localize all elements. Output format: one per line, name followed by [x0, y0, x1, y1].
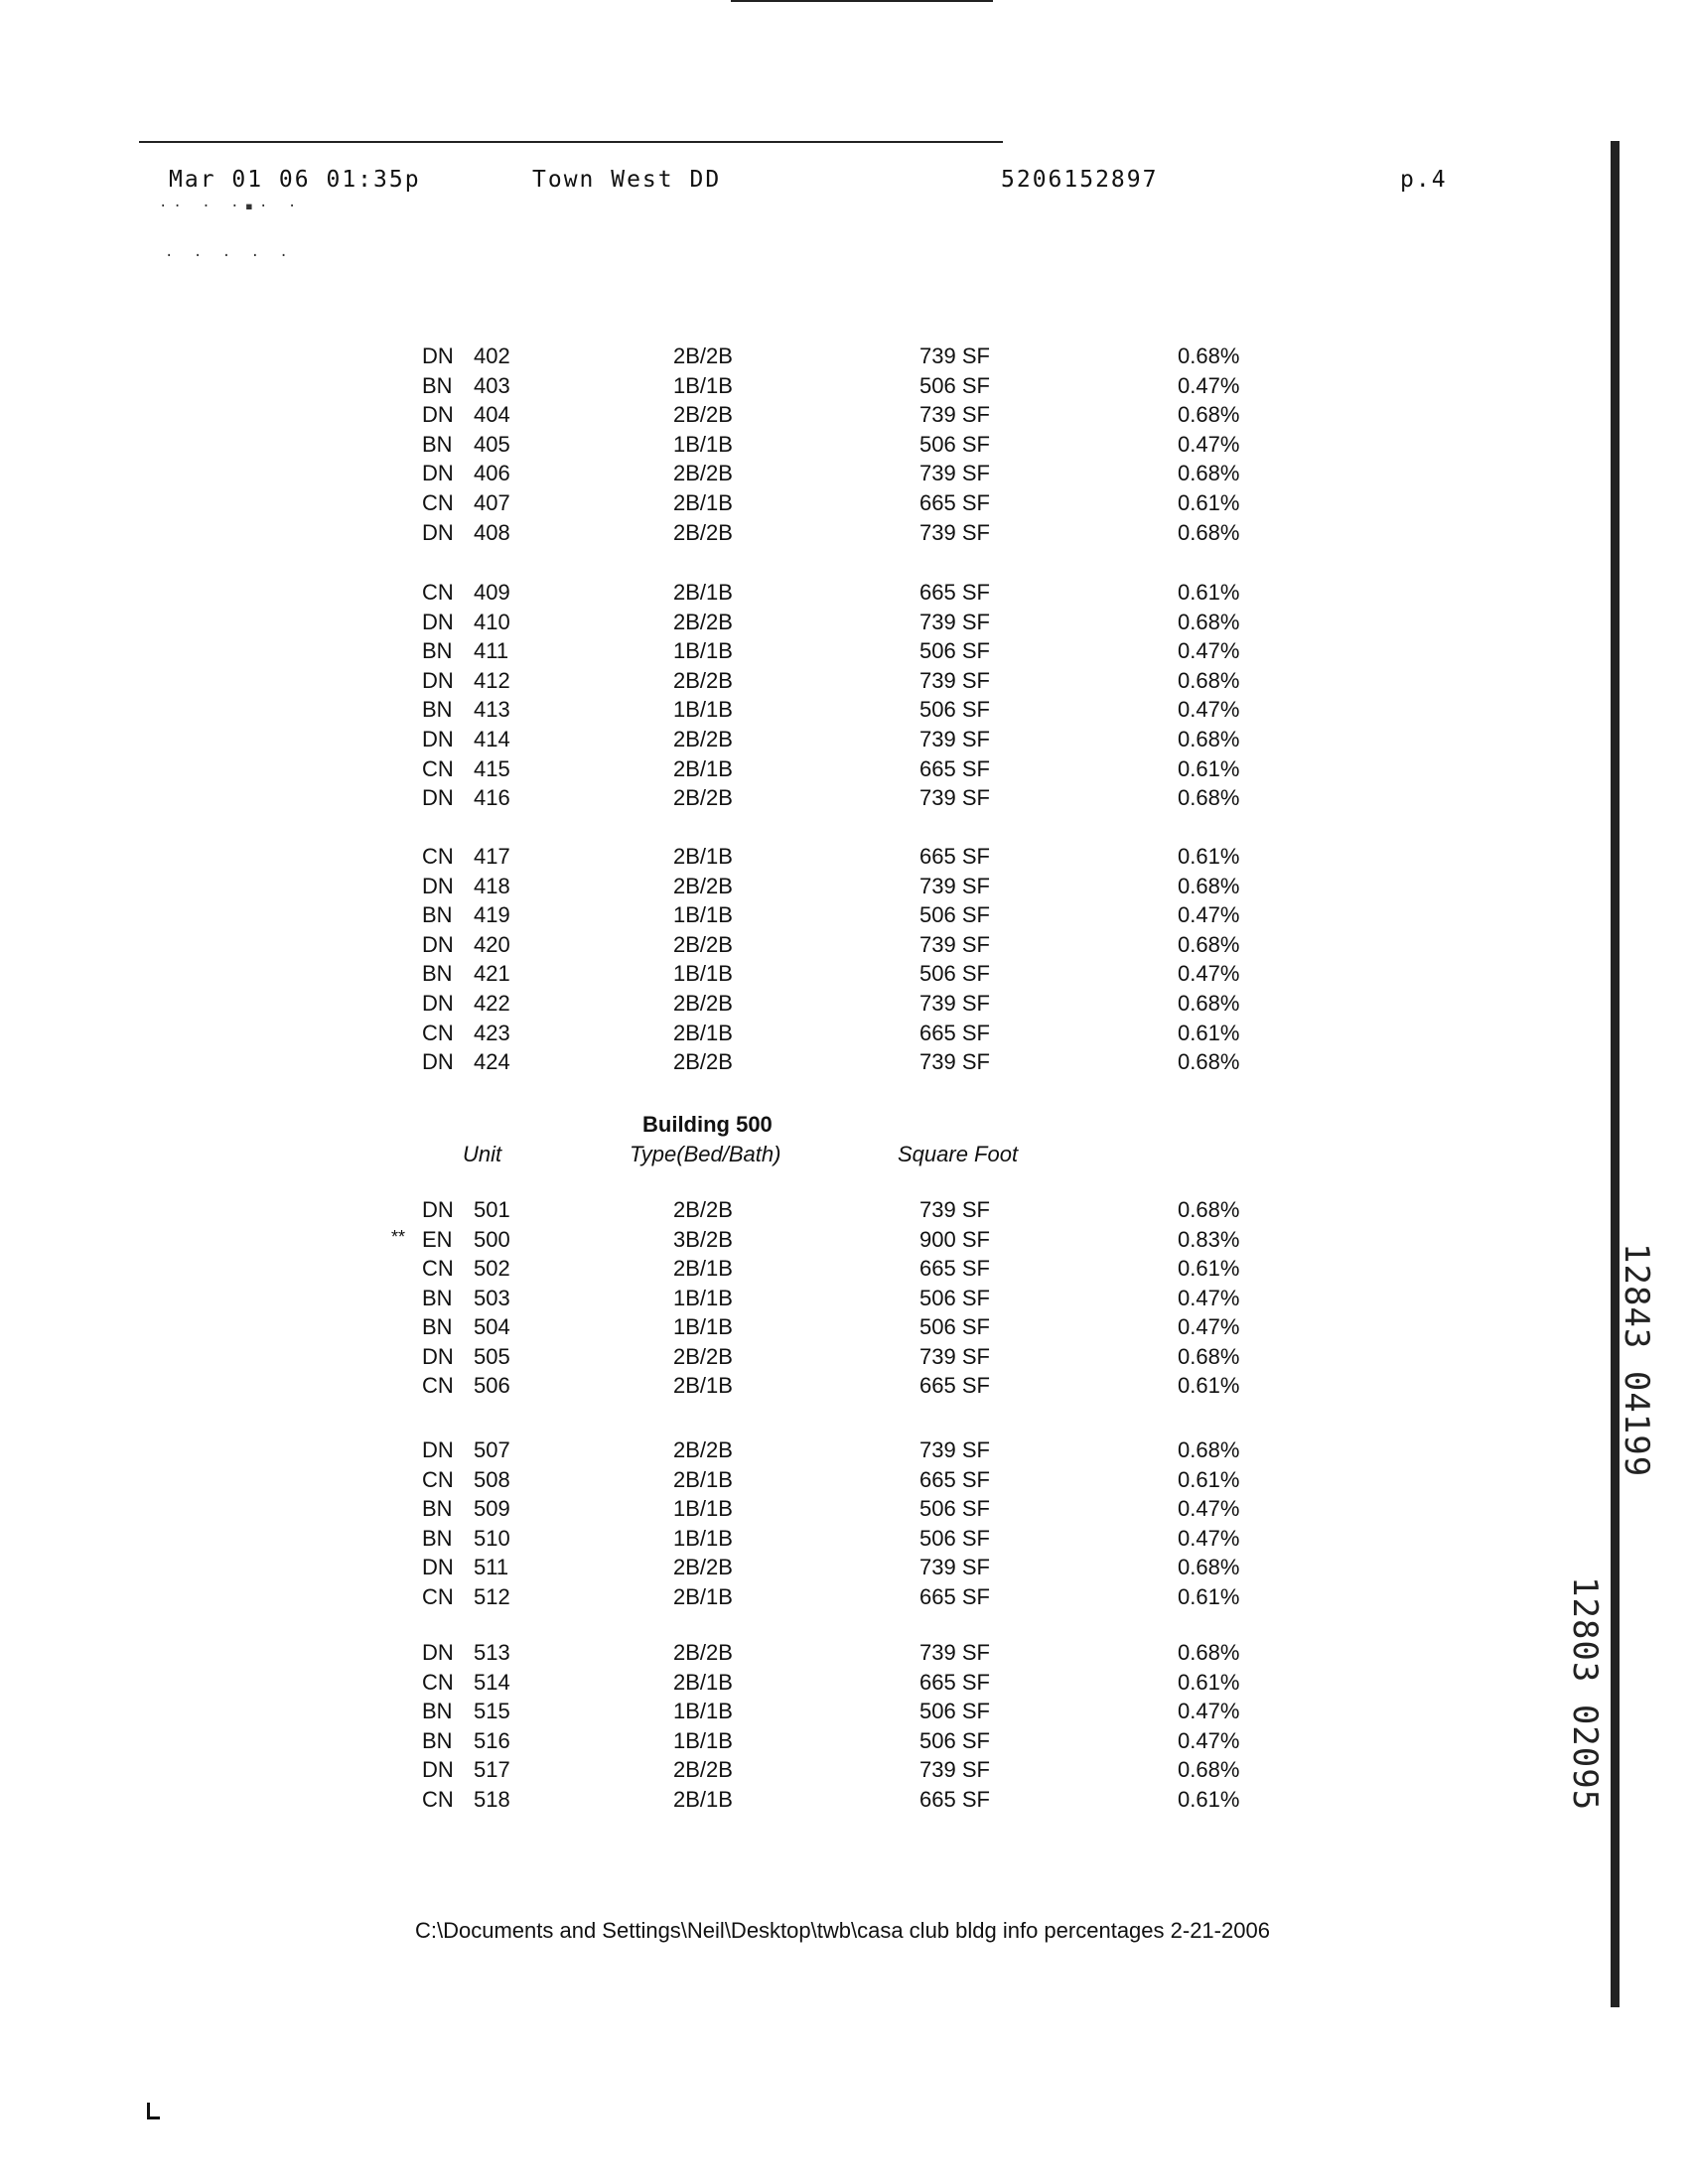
unit-prefix: BN — [422, 1525, 453, 1551]
unit-square-feet: 739 SF — [919, 402, 990, 428]
unit-type: 2B/1B — [673, 1786, 733, 1812]
footer-file-path: C:\Documents and Settings\Neil\Desktop\twb\casa club bldg info percentages 2-21-2006 — [415, 1918, 1270, 1943]
unit-type: 1B/1B — [673, 1525, 733, 1551]
unit-type: 2B/2B — [673, 1049, 733, 1075]
unit-prefix: BN — [422, 1314, 453, 1339]
unit-number: 515 — [474, 1699, 510, 1723]
unit-percentage: 0.47% — [1178, 638, 1240, 664]
unit-type: 3B/2B — [673, 1226, 733, 1252]
unit-number: 419 — [474, 902, 510, 928]
unit-number: 424 — [474, 1049, 510, 1075]
unit-prefix: DN — [422, 1640, 454, 1665]
table-row — [0, 1437, 1692, 1467]
unit-prefix: DN — [422, 1437, 454, 1462]
unit-number: 508 — [474, 1466, 510, 1492]
unit-prefix: DN — [422, 609, 454, 634]
unit-percentage: 0.68% — [1178, 1640, 1240, 1665]
unit-square-feet: 739 SF — [919, 727, 990, 751]
unit-prefix: BN — [422, 1496, 453, 1521]
unit-type: 1B/1B — [673, 372, 733, 398]
unit-number: 415 — [474, 755, 510, 781]
unit-type: 2B/1B — [673, 1583, 733, 1609]
unit-type: 2B/1B — [673, 490, 733, 515]
unit-number: 500 — [474, 1226, 510, 1252]
unit-square-feet: 506 SF — [919, 1525, 990, 1551]
unit-number: 514 — [474, 1669, 510, 1695]
unit-number: 518 — [474, 1786, 510, 1812]
unit-type: 1B/1B — [673, 902, 733, 928]
unit-percentage: 0.61% — [1178, 1786, 1240, 1812]
unit-number: 422 — [474, 991, 510, 1016]
column-header-sqft: Square Foot — [898, 1142, 1019, 1166]
unit-percentage: 0.61% — [1178, 1256, 1240, 1281]
unit-percentage: 0.68% — [1178, 1437, 1240, 1462]
fax-datetime: Mar 01 06 01:35p — [169, 167, 421, 193]
unit-square-feet: 506 SF — [919, 638, 990, 664]
unit-square-feet: 739 SF — [919, 609, 990, 634]
unit-prefix: DN — [422, 931, 454, 957]
unit-type: 1B/1B — [673, 961, 733, 987]
unit-prefix: DN — [422, 873, 454, 898]
unit-percentage: 0.61% — [1178, 1669, 1240, 1695]
unit-percentage: 0.68% — [1178, 1343, 1240, 1369]
table-row — [0, 697, 1692, 727]
fax-page-number: p.4 — [1400, 167, 1448, 193]
unit-percentage: 0.61% — [1178, 1373, 1240, 1398]
unit-square-feet: 665 SF — [919, 755, 990, 781]
table-row — [0, 1555, 1692, 1584]
unit-percentage: 0.68% — [1178, 609, 1240, 634]
unit-type: 2B/2B — [673, 1343, 733, 1369]
table-row — [0, 1227, 1692, 1257]
unit-percentage: 0.68% — [1178, 519, 1240, 545]
unit-prefix: BN — [422, 1727, 453, 1753]
unit-type: 2B/2B — [673, 1555, 733, 1579]
unit-square-feet: 665 SF — [919, 1466, 990, 1492]
unit-type: 2B/1B — [673, 580, 733, 605]
unit-number: 506 — [474, 1373, 510, 1398]
unit-number: 411 — [474, 638, 509, 664]
unit-prefix: DN — [422, 667, 454, 693]
unit-square-feet: 506 SF — [919, 1727, 990, 1753]
unit-number: 402 — [474, 343, 510, 368]
unit-number: 423 — [474, 1020, 510, 1045]
table-row — [0, 932, 1692, 962]
unit-number: 505 — [474, 1343, 510, 1369]
unit-prefix: CN — [422, 844, 454, 869]
unit-type: 2B/2B — [673, 343, 733, 368]
unit-type: 2B/2B — [673, 402, 733, 428]
bates-stamp-lower: 12803 02095 — [1565, 1576, 1605, 1812]
unit-prefix: BN — [422, 431, 453, 457]
unit-number: 412 — [474, 667, 510, 693]
table-row — [0, 343, 1692, 373]
unit-type: 1B/1B — [673, 1699, 733, 1723]
unit-type: 2B/2B — [673, 931, 733, 957]
unit-square-feet: 506 SF — [919, 1699, 990, 1723]
unit-square-feet: 665 SF — [919, 1256, 990, 1281]
unit-prefix: BN — [422, 697, 453, 723]
unit-type: 1B/1B — [673, 1727, 733, 1753]
table-row — [0, 1314, 1692, 1344]
unit-prefix: BN — [422, 1285, 453, 1310]
table-row — [0, 1670, 1692, 1700]
unit-square-feet: 665 SF — [919, 844, 990, 869]
unit-type: 1B/1B — [673, 1285, 733, 1310]
fax-phone: 5206152897 — [1001, 167, 1159, 193]
table-row — [0, 580, 1692, 610]
row-marker: ** — [391, 1226, 406, 1247]
table-row — [0, 520, 1692, 550]
unit-number: 501 — [474, 1197, 510, 1222]
unit-percentage: 0.68% — [1178, 991, 1240, 1016]
table-row — [0, 844, 1692, 874]
table-row — [0, 961, 1692, 991]
fax-sender: Town West DD — [532, 167, 722, 193]
unit-square-feet: 739 SF — [919, 343, 990, 368]
table-row — [0, 490, 1692, 520]
unit-type: 2B/1B — [673, 1373, 733, 1398]
unit-percentage: 0.68% — [1178, 343, 1240, 368]
unit-number: 421 — [474, 961, 510, 987]
unit-square-feet: 739 SF — [919, 1555, 990, 1579]
column-header-type: Type(Bed/Bath) — [630, 1142, 781, 1166]
unit-square-feet: 739 SF — [919, 667, 990, 693]
table-row — [0, 1787, 1692, 1817]
unit-type: 2B/1B — [673, 1466, 733, 1492]
unit-type: 2B/2B — [673, 609, 733, 634]
unit-prefix: DN — [422, 1343, 454, 1369]
unit-number: 502 — [474, 1256, 510, 1281]
table-row — [0, 1256, 1692, 1286]
unit-percentage: 0.47% — [1178, 1496, 1240, 1521]
unit-square-feet: 506 SF — [919, 1285, 990, 1310]
unit-prefix: CN — [422, 1256, 454, 1281]
unit-prefix: CN — [422, 580, 454, 605]
unit-prefix: DN — [422, 785, 454, 811]
unit-type: 1B/1B — [673, 697, 733, 723]
unit-prefix: DN — [422, 343, 454, 368]
unit-type: 2B/1B — [673, 1669, 733, 1695]
unit-number: 510 — [474, 1525, 510, 1551]
table-row — [0, 461, 1692, 490]
table-row — [0, 902, 1692, 932]
unit-type: 1B/1B — [673, 638, 733, 664]
unit-type: 2B/1B — [673, 1020, 733, 1045]
unit-square-feet: 739 SF — [919, 1437, 990, 1462]
unit-number: 413 — [474, 697, 510, 723]
unit-square-feet: 665 SF — [919, 1786, 990, 1812]
unit-percentage: 0.61% — [1178, 1466, 1240, 1492]
table-row — [0, 610, 1692, 639]
unit-type: 2B/2B — [673, 1197, 733, 1222]
scan-noise: ·· · ·▪· · — [159, 199, 303, 214]
unit-square-feet: 665 SF — [919, 1669, 990, 1695]
unit-number: 409 — [474, 580, 510, 605]
unit-square-feet: 506 SF — [919, 1314, 990, 1339]
unit-square-feet: 739 SF — [919, 1197, 990, 1222]
unit-number: 511 — [474, 1555, 509, 1579]
unit-type: 2B/2B — [673, 873, 733, 898]
unit-percentage: 0.61% — [1178, 1583, 1240, 1609]
unit-prefix: CN — [422, 755, 454, 781]
unit-percentage: 0.47% — [1178, 372, 1240, 398]
table-row — [0, 638, 1692, 668]
unit-type: 2B/1B — [673, 1256, 733, 1281]
unit-square-feet: 739 SF — [919, 931, 990, 957]
unit-type: 2B/2B — [673, 519, 733, 545]
unit-prefix: DN — [422, 1197, 454, 1222]
table-row — [0, 785, 1692, 815]
unit-type: 1B/1B — [673, 1314, 733, 1339]
unit-prefix: CN — [422, 1583, 454, 1609]
unit-number: 420 — [474, 931, 510, 957]
unit-square-feet: 506 SF — [919, 697, 990, 723]
unit-square-feet: 665 SF — [919, 1373, 990, 1398]
unit-prefix: DN — [422, 991, 454, 1016]
table-row — [0, 1757, 1692, 1787]
unit-number: 403 — [474, 372, 510, 398]
unit-prefix: BN — [422, 638, 453, 664]
unit-square-feet: 739 SF — [919, 873, 990, 898]
scan-noise: · · · · · — [165, 248, 294, 264]
unit-number: 418 — [474, 873, 510, 898]
unit-type: 2B/2B — [673, 461, 733, 486]
unit-percentage: 0.47% — [1178, 1525, 1240, 1551]
unit-prefix: CN — [422, 1786, 454, 1812]
unit-prefix: CN — [422, 1020, 454, 1045]
unit-square-feet: 739 SF — [919, 785, 990, 811]
table-row — [0, 668, 1692, 698]
unit-number: 416 — [474, 785, 510, 811]
unit-square-feet: 506 SF — [919, 902, 990, 928]
table-row — [0, 1049, 1692, 1079]
unit-prefix: BN — [422, 902, 453, 928]
unit-square-feet: 739 SF — [919, 1640, 990, 1665]
unit-prefix: CN — [422, 1373, 454, 1398]
table-row — [0, 756, 1692, 786]
unit-prefix: DN — [422, 1757, 454, 1782]
unit-type: 1B/1B — [673, 431, 733, 457]
unit-percentage: 0.61% — [1178, 580, 1240, 605]
unit-prefix: CN — [422, 490, 454, 515]
unit-percentage: 0.47% — [1178, 1699, 1240, 1723]
unit-percentage: 0.61% — [1178, 490, 1240, 515]
top-edge-line — [731, 0, 993, 2]
unit-square-feet: 665 SF — [919, 1020, 990, 1045]
unit-number: 406 — [474, 461, 510, 486]
unit-percentage: 0.61% — [1178, 1020, 1240, 1045]
unit-square-feet: 506 SF — [919, 372, 990, 398]
unit-prefix: CN — [422, 1669, 454, 1695]
table-row — [0, 1699, 1692, 1728]
unit-type: 2B/2B — [673, 1757, 733, 1782]
unit-prefix: CN — [422, 1466, 454, 1492]
unit-type: 2B/2B — [673, 727, 733, 751]
unit-prefix: BN — [422, 372, 453, 398]
unit-square-feet: 739 SF — [919, 1343, 990, 1369]
unit-percentage: 0.47% — [1178, 1314, 1240, 1339]
unit-number: 417 — [474, 844, 510, 869]
unit-percentage: 0.47% — [1178, 1727, 1240, 1753]
unit-type: 2B/2B — [673, 667, 733, 693]
unit-prefix: BN — [422, 1699, 453, 1723]
unit-square-feet: 739 SF — [919, 991, 990, 1016]
unit-percentage: 0.68% — [1178, 785, 1240, 811]
unit-percentage: 0.61% — [1178, 844, 1240, 869]
unit-percentage: 0.68% — [1178, 1757, 1240, 1782]
unit-percentage: 0.47% — [1178, 431, 1240, 457]
table-row — [0, 402, 1692, 432]
table-row — [0, 1373, 1692, 1403]
corner-mark — [147, 2103, 160, 2119]
unit-number: 405 — [474, 431, 510, 457]
unit-percentage: 0.68% — [1178, 1197, 1240, 1222]
unit-prefix: DN — [422, 519, 454, 545]
unit-percentage: 0.68% — [1178, 931, 1240, 957]
unit-percentage: 0.47% — [1178, 1285, 1240, 1310]
unit-type: 2B/1B — [673, 844, 733, 869]
unit-percentage: 0.47% — [1178, 697, 1240, 723]
table-row — [0, 1526, 1692, 1556]
unit-number: 516 — [474, 1727, 510, 1753]
bates-stamp-upper: 12843 04199 — [1617, 1243, 1656, 1478]
unit-square-feet: 665 SF — [919, 490, 990, 515]
table-row — [0, 727, 1692, 756]
table-row — [0, 1344, 1692, 1374]
unit-number: 407 — [474, 490, 510, 515]
unit-square-feet: 665 SF — [919, 580, 990, 605]
table-row — [0, 874, 1692, 903]
unit-percentage: 0.68% — [1178, 461, 1240, 486]
table-row — [0, 1021, 1692, 1050]
unit-number: 414 — [474, 727, 510, 751]
unit-percentage: 0.68% — [1178, 727, 1240, 751]
unit-percentage: 0.68% — [1178, 1049, 1240, 1075]
unit-type: 2B/2B — [673, 991, 733, 1016]
column-header-unit: Unit — [463, 1142, 502, 1166]
unit-square-feet: 506 SF — [919, 961, 990, 987]
table-row — [0, 373, 1692, 403]
unit-number: 507 — [474, 1437, 510, 1462]
table-row — [0, 1584, 1692, 1614]
unit-square-feet: 506 SF — [919, 1496, 990, 1521]
unit-percentage: 0.68% — [1178, 402, 1240, 428]
unit-percentage: 0.68% — [1178, 667, 1240, 693]
table-row — [0, 1286, 1692, 1315]
unit-square-feet: 739 SF — [919, 1757, 990, 1782]
unit-prefix: DN — [422, 402, 454, 428]
unit-prefix: DN — [422, 1555, 454, 1579]
unit-number: 513 — [474, 1640, 510, 1665]
table-row — [0, 1197, 1692, 1227]
unit-square-feet: 739 SF — [919, 519, 990, 545]
unit-type: 2B/2B — [673, 1437, 733, 1462]
unit-percentage: 0.47% — [1178, 961, 1240, 987]
unit-number: 517 — [474, 1757, 510, 1782]
table-row — [0, 1467, 1692, 1497]
unit-number: 509 — [474, 1496, 510, 1521]
table-row — [0, 1640, 1692, 1670]
unit-square-feet: 739 SF — [919, 461, 990, 486]
unit-number: 404 — [474, 402, 510, 428]
unit-type: 2B/2B — [673, 785, 733, 811]
unit-type: 1B/1B — [673, 1496, 733, 1521]
unit-percentage: 0.83% — [1178, 1226, 1240, 1252]
unit-square-feet: 900 SF — [919, 1226, 990, 1252]
unit-number: 503 — [474, 1285, 510, 1310]
table-row — [0, 1728, 1692, 1758]
unit-percentage: 0.47% — [1178, 902, 1240, 928]
unit-number: 410 — [474, 609, 510, 634]
table-row — [0, 1496, 1692, 1526]
table-row — [0, 432, 1692, 462]
unit-percentage: 0.68% — [1178, 1555, 1240, 1579]
unit-prefix: BN — [422, 961, 453, 987]
unit-square-feet: 739 SF — [919, 1049, 990, 1075]
unit-square-feet: 506 SF — [919, 431, 990, 457]
unit-type: 2B/1B — [673, 755, 733, 781]
unit-number: 408 — [474, 519, 510, 545]
unit-square-feet: 665 SF — [919, 1583, 990, 1609]
unit-percentage: 0.68% — [1178, 873, 1240, 898]
unit-prefix: DN — [422, 1049, 454, 1075]
unit-percentage: 0.61% — [1178, 755, 1240, 781]
building-500-title: Building 500 — [642, 1112, 773, 1137]
unit-number: 512 — [474, 1583, 510, 1609]
unit-prefix: DN — [422, 727, 454, 751]
unit-type: 2B/2B — [673, 1640, 733, 1665]
header-rule — [139, 141, 1003, 143]
table-row — [0, 991, 1692, 1021]
unit-prefix: DN — [422, 461, 454, 486]
unit-prefix: EN — [422, 1226, 453, 1252]
unit-number: 504 — [474, 1314, 510, 1339]
